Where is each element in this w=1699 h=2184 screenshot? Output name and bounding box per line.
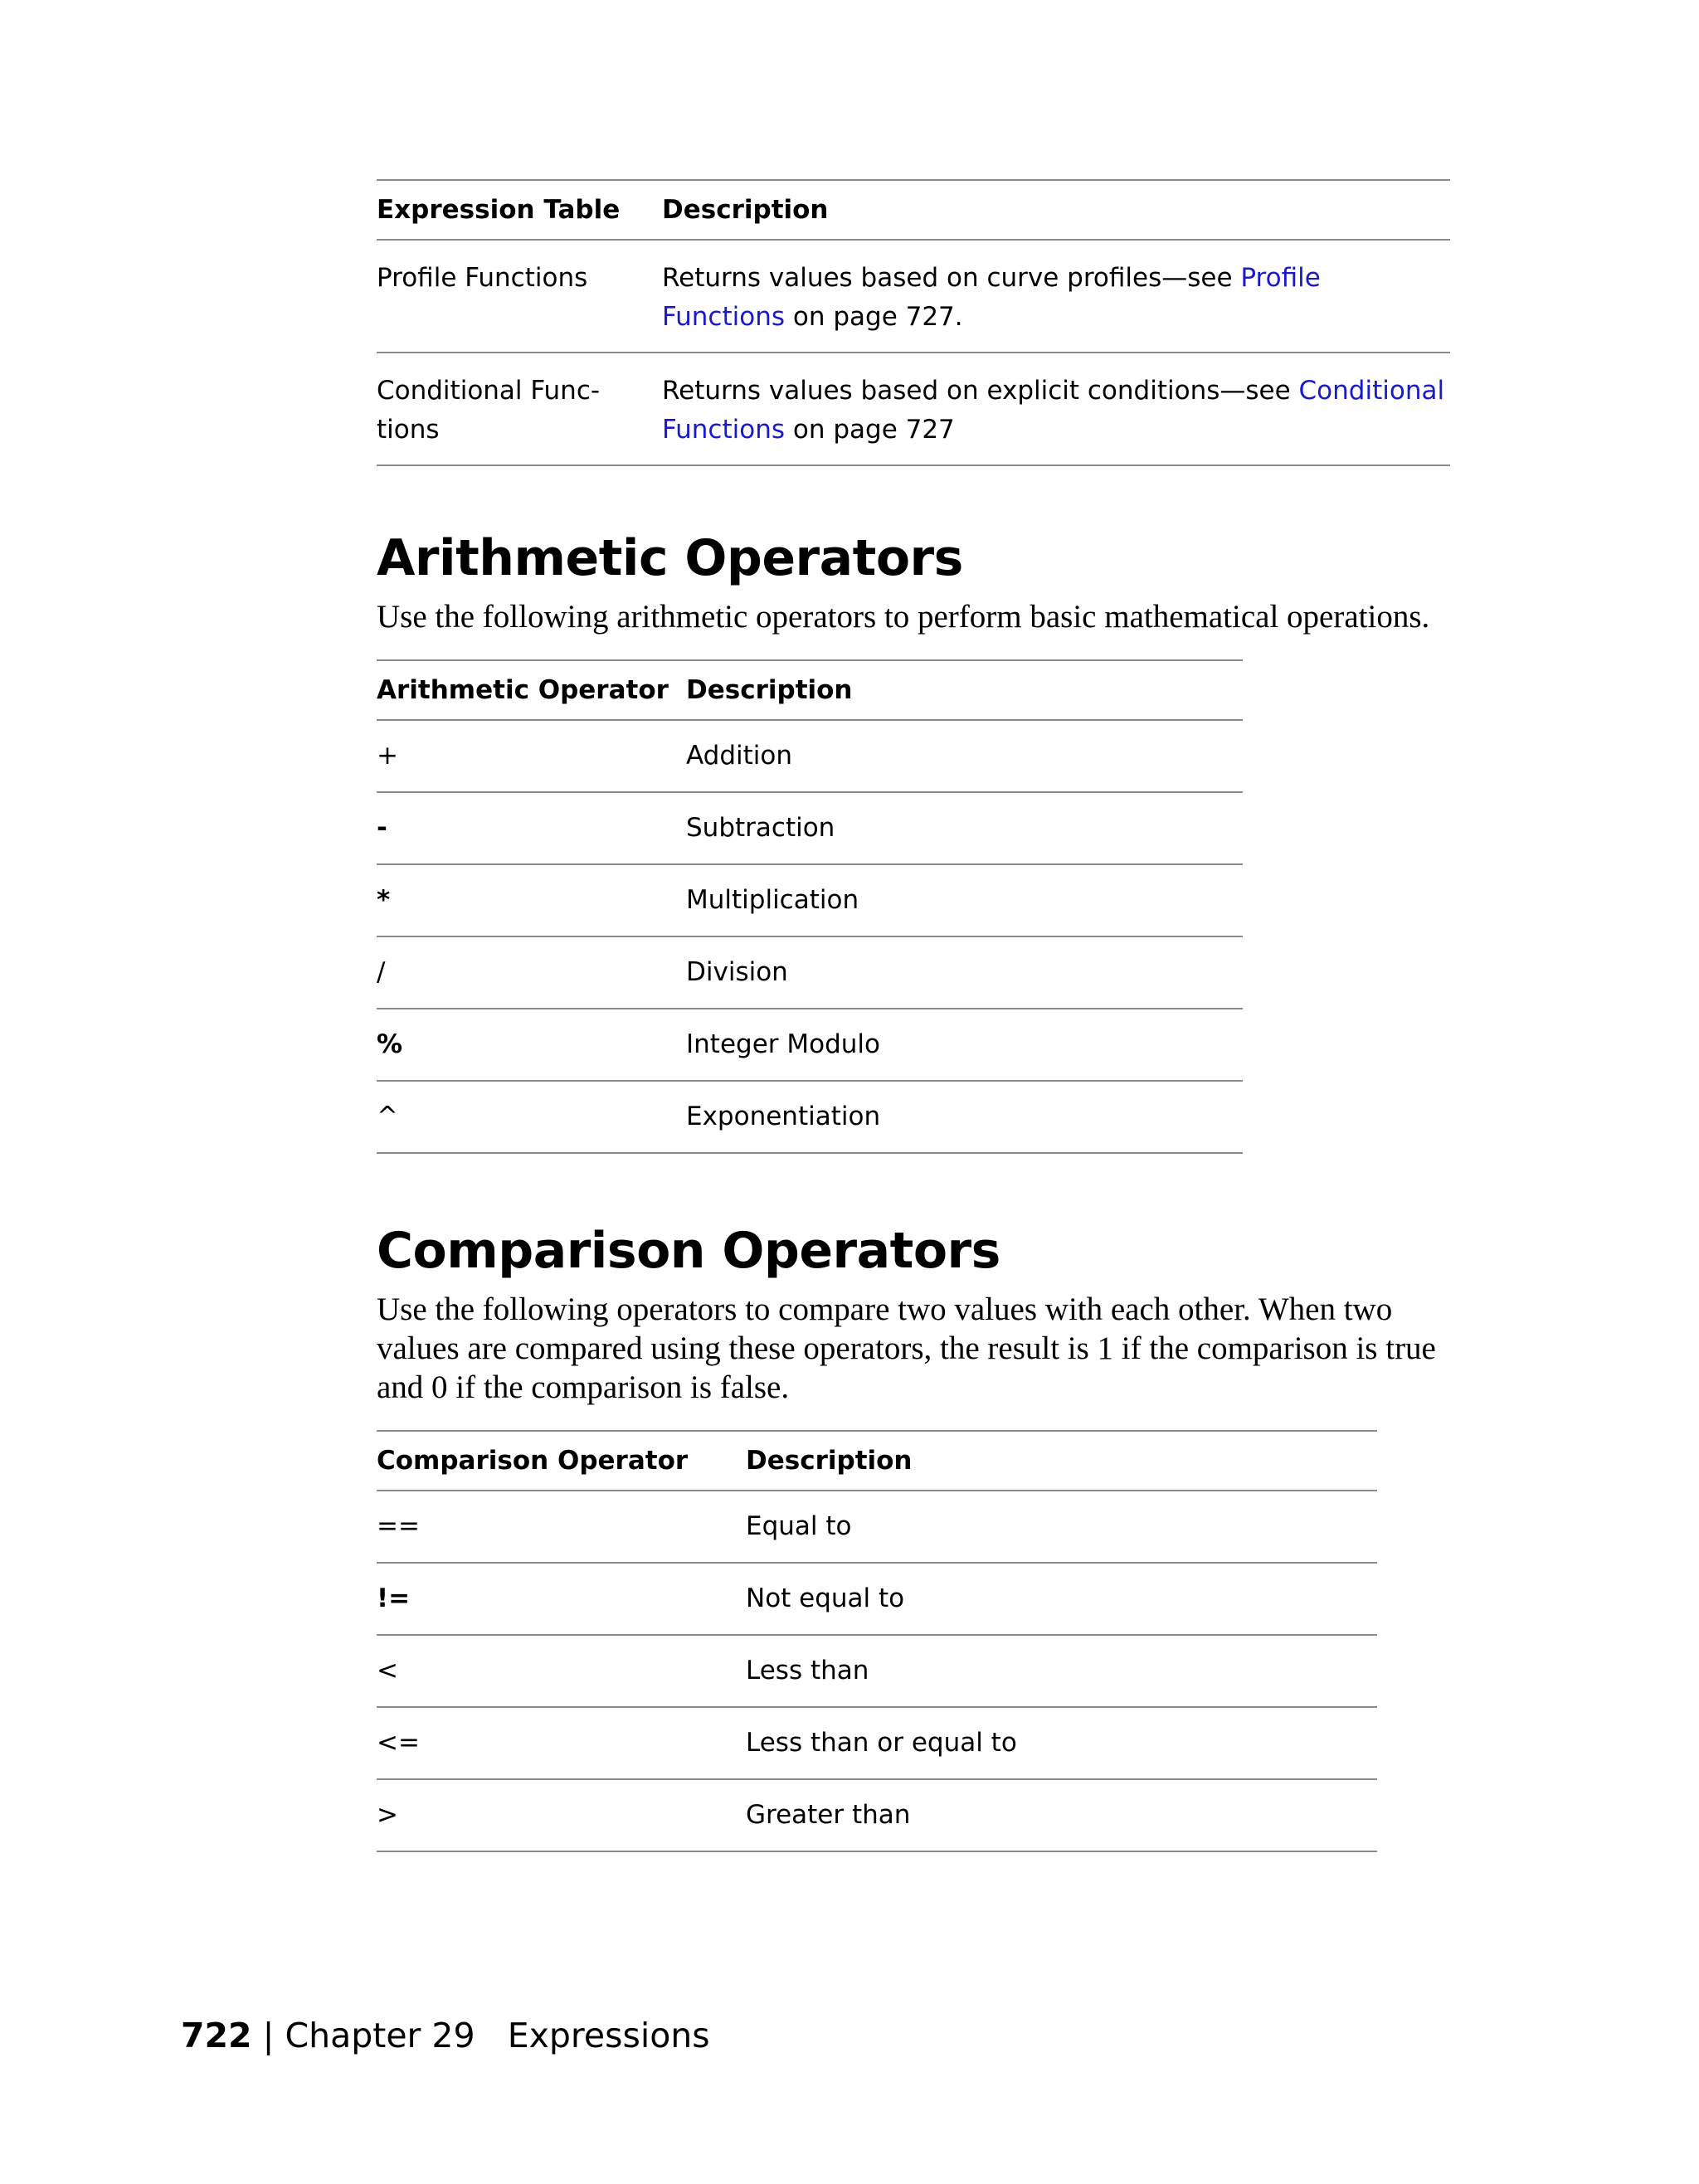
function-name: Profile Functions bbox=[377, 263, 588, 293]
table-row bbox=[377, 353, 1450, 465]
page-number: 722 bbox=[181, 2016, 252, 2055]
table-cell-name bbox=[377, 353, 662, 465]
description-cell: Greater than bbox=[746, 1800, 911, 1830]
section-heading-arithmetic: Arithmetic Operators bbox=[377, 529, 963, 587]
operator-cell: * bbox=[377, 885, 391, 915]
description-cell: Not equal to bbox=[746, 1583, 905, 1613]
operator-cell: == bbox=[377, 1511, 420, 1541]
table-row bbox=[377, 1779, 1377, 1851]
column-header: Description bbox=[746, 1446, 913, 1476]
chapter-title: Expressions bbox=[507, 2016, 710, 2055]
description-text: on page 727. bbox=[785, 302, 963, 332]
column-header: Arithmetic Operator bbox=[377, 675, 669, 705]
description-cell: Less than bbox=[746, 1656, 869, 1685]
comparison-intro: Use the following operators to compare two values with each other. When two values are compared using these operators, the result is 1 if the comparison is true and 0 if the comparison is false. bbox=[377, 1291, 1436, 1405]
table-row bbox=[377, 792, 1243, 864]
function-name: Conditional Func- bbox=[377, 376, 601, 406]
description-cell: Integer Modulo bbox=[686, 1029, 880, 1059]
column-header: Description bbox=[662, 195, 829, 225]
column-header: Expression Table bbox=[377, 195, 621, 225]
description-cell: Equal to bbox=[746, 1511, 852, 1541]
chapter-label: Chapter 29 bbox=[285, 2016, 475, 2055]
operator-cell: - bbox=[377, 813, 387, 843]
table-row bbox=[377, 864, 1243, 936]
table-row bbox=[377, 1081, 1243, 1153]
operator-cell: != bbox=[377, 1583, 411, 1613]
page-footer bbox=[181, 2016, 710, 2055]
column-header: Comparison Operator bbox=[377, 1446, 689, 1476]
operator-cell: ^ bbox=[377, 1102, 398, 1131]
table-row bbox=[377, 1635, 1377, 1707]
table-header-row bbox=[377, 1431, 1377, 1491]
table-row bbox=[377, 1491, 1377, 1563]
column-header: Description bbox=[686, 675, 853, 705]
table-row bbox=[377, 1707, 1377, 1779]
arithmetic-intro: Use the following arithmetic operators to perform basic mathematical operations. bbox=[377, 599, 1430, 635]
table-header-row bbox=[377, 660, 1243, 720]
arithmetic-operators-table bbox=[377, 659, 1243, 1154]
conditional-functions-link[interactable]: Conditional Functions bbox=[662, 376, 1445, 445]
table-cell-description bbox=[662, 240, 1450, 353]
function-name-continued: tions bbox=[377, 415, 440, 445]
operator-cell: + bbox=[377, 741, 398, 771]
section-heading-comparison: Comparison Operators bbox=[377, 1222, 1000, 1280]
table-header-row bbox=[377, 180, 1450, 240]
table-row bbox=[377, 1009, 1243, 1081]
table-row bbox=[377, 720, 1243, 792]
table-row bbox=[377, 1563, 1377, 1635]
description-text: on page 727 bbox=[785, 415, 955, 445]
description-text: Returns values based on curve profiles—see bbox=[662, 263, 1241, 293]
operator-cell: > bbox=[377, 1800, 398, 1830]
profile-functions-link[interactable]: Profile Functions bbox=[662, 263, 1321, 332]
operator-cell: / bbox=[377, 957, 386, 987]
operator-cell: % bbox=[377, 1029, 403, 1059]
comparison-operators-table bbox=[377, 1430, 1377, 1852]
description-cell: Division bbox=[686, 957, 788, 987]
description-cell: Addition bbox=[686, 741, 793, 771]
table-cell-name bbox=[377, 240, 662, 353]
expression-table bbox=[377, 179, 1450, 466]
description-cell: Exponentiation bbox=[686, 1102, 881, 1131]
table-cell-description bbox=[662, 353, 1450, 465]
operator-cell: < bbox=[377, 1656, 398, 1685]
description-cell: Subtraction bbox=[686, 813, 835, 843]
footer-separator: | bbox=[251, 2016, 285, 2055]
page-content bbox=[377, 179, 1463, 1852]
description-cell: Multiplication bbox=[686, 885, 859, 915]
description-cell: Less than or equal to bbox=[746, 1728, 1017, 1758]
description-text: Returns values based on explicit conditions—see bbox=[662, 376, 1299, 406]
table-row bbox=[377, 936, 1243, 1009]
operator-cell: <= bbox=[377, 1728, 420, 1758]
table-row bbox=[377, 240, 1450, 353]
